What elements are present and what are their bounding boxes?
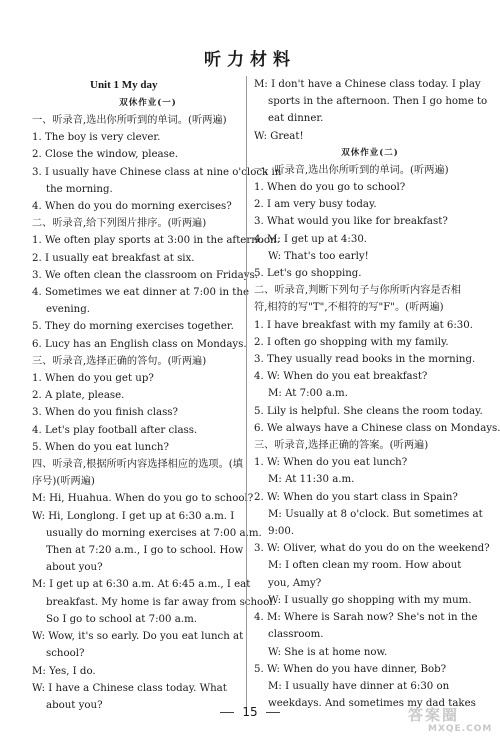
text-line: M: Yes, I do.	[32, 665, 96, 677]
text-line: 1. W: When do you eat lunch?	[254, 457, 408, 469]
watermark-text: 答案圈	[408, 706, 460, 724]
text-line: 4. Sometimes we eat dinner at 7:00 in the	[32, 287, 249, 299]
text-line: 二、听录音,给下列图片排序。(听两遍)	[32, 218, 207, 230]
text-line: 3. I usually have Chinese class at nine o'clock in	[32, 166, 282, 178]
watermark-logo	[408, 704, 494, 734]
text-line: 6. Lucy has an English class on Mondays.	[32, 338, 247, 350]
text-line: 三、听录音,选择正确的答案。(听两遍)	[254, 440, 429, 452]
text-line: 三、听录音,选择正确的答句。(听两遍)	[32, 355, 207, 367]
text-line: M: At 11:30 a.m.	[268, 474, 355, 486]
text-line: 1. We often play sports at 3:00 in the afternoon.	[32, 235, 280, 247]
text-line: 5. Let's go shopping.	[254, 268, 362, 280]
text-line: 6. We always have a Chinese class on Mondays.	[254, 422, 500, 434]
page-title: 听力材料	[204, 50, 296, 70]
text-line: W: That's too early!	[268, 250, 369, 262]
text-line: sports in the afternoon. Then I go home to	[268, 96, 488, 108]
text-line: 1. When do you go to school?	[254, 182, 406, 194]
text-line: W: Great!	[254, 130, 304, 142]
text-line: M: I usually have dinner at 6:30 on	[268, 680, 450, 692]
text-line: about you?	[46, 562, 103, 574]
text-line: 5. Lily is helpful. She cleans the room today.	[254, 405, 483, 417]
text-line: 2. I usually eat breakfast at six.	[32, 252, 195, 264]
text-line: 2. I am very busy today.	[254, 199, 377, 211]
text-line: weekdays. And sometimes my dad takes	[268, 698, 476, 710]
section-title-1: 双休作业(一)	[119, 98, 177, 108]
right-top-lines	[254, 76, 486, 145]
text-line: 4. When do you do morning exercises?	[32, 201, 232, 213]
text-line: 符,相符的写"T",不相符的写"F"。(听两遍)	[254, 302, 444, 314]
text-line: 2. I often go shopping with my family.	[254, 336, 449, 348]
text-line: 3. They usually read books in the morning.	[254, 354, 476, 366]
text-line: evening.	[46, 304, 90, 316]
text-line: M: Usually at 8 o'clock. But sometimes at	[268, 508, 483, 520]
text-line: 序号)(听两遍)	[32, 476, 95, 488]
text-line: 2. W: When do you start class in Spain?	[254, 491, 458, 503]
text-line: 4. Let's play football after class.	[32, 424, 198, 436]
text-line: 四、听录音,根据所听内容选择相应的选项。(填	[32, 459, 243, 471]
text-line: about you?	[46, 699, 103, 711]
right-text-lines	[254, 162, 500, 713]
text-line: 4. W: When do you eat breakfast?	[254, 371, 428, 383]
text-line: W: Hi, Longlong. I get up at 6:30 a.m. I	[32, 510, 235, 522]
text-line: 9:00.	[268, 526, 295, 538]
text-line: 5. W: When do you have dinner, Bob?	[254, 663, 447, 675]
text-line: 一、听录音,选出你所听到的单词。(听两遍)	[32, 115, 227, 126]
text-line: 3. We often clean the classroom on Fridays.	[32, 269, 258, 281]
text-line: 2. A plate, please.	[32, 390, 125, 402]
text-line: school?	[46, 648, 85, 660]
text-line: M: At 7:00 a.m.	[268, 388, 348, 400]
text-line: 4. M: Where is Sarah now? She's not in the	[254, 612, 478, 624]
column-divider	[246, 76, 247, 716]
unit-title: Unit 1 My day	[90, 79, 158, 91]
text-line: 5. When do you eat lunch?	[32, 441, 169, 453]
section-title-2: 双休作业(二)	[341, 147, 399, 158]
text-line: 1. I have breakfast with my family at 6:30.	[254, 319, 474, 331]
text-line: So I go to school at 7:00 a.m.	[46, 613, 197, 625]
text-line: 3. What would you like for breakfast?	[254, 216, 448, 228]
text-line: eat dinner.	[268, 113, 324, 125]
watermark-url: MXQE.COM	[428, 724, 493, 734]
text-line: classroom.	[268, 629, 324, 641]
text-line: M: I often clean my room. How about	[268, 560, 462, 572]
text-line: 4. M: I get up at 4:30.	[254, 233, 368, 245]
text-line: the morning.	[46, 183, 113, 195]
text-line: 2. Close the window, please.	[32, 149, 179, 161]
text-line: W: Wow, it's so early. Do you eat lunch at	[32, 631, 244, 643]
text-line: 1. The boy is very clever.	[32, 132, 161, 144]
text-line: 二、听录音,判断下列句子与你所听内容是否相	[254, 285, 461, 297]
text-line: 3. When do you finish class?	[32, 407, 178, 419]
text-line: 5. They do morning exercises together.	[32, 321, 234, 333]
text-line: 一、听录音,选出你所听到的单词。(听两遍)	[254, 164, 449, 176]
text-line: 1. When do you get up?	[32, 373, 154, 385]
text-line: Then at 7:20 a.m., I go to school. How	[46, 545, 244, 557]
text-line: breakfast. My home is far away from school.	[46, 596, 276, 608]
text-line: usually do morning exercises at 7:00 a.m.	[46, 527, 262, 539]
text-line: 3. W: Oliver, what do you do on the weekend?	[254, 543, 490, 555]
text-line: you, Amy?	[268, 577, 322, 589]
text-line: W: She is at home now.	[268, 646, 388, 658]
right-column	[254, 76, 500, 712]
text-line: M: I get up at 6:30 a.m. At 6:45 a.m., I eat	[32, 579, 251, 591]
text-line: M: I don't have a Chinese class today. I play	[254, 79, 481, 90]
text-line: M: Hi, Huahua. When do you go to school?	[32, 493, 254, 505]
text-line: W: I usually go shopping with my mum.	[268, 594, 472, 606]
page-number-text: 15	[242, 705, 258, 719]
text-line: W: I have a Chinese class today. What	[32, 682, 227, 694]
